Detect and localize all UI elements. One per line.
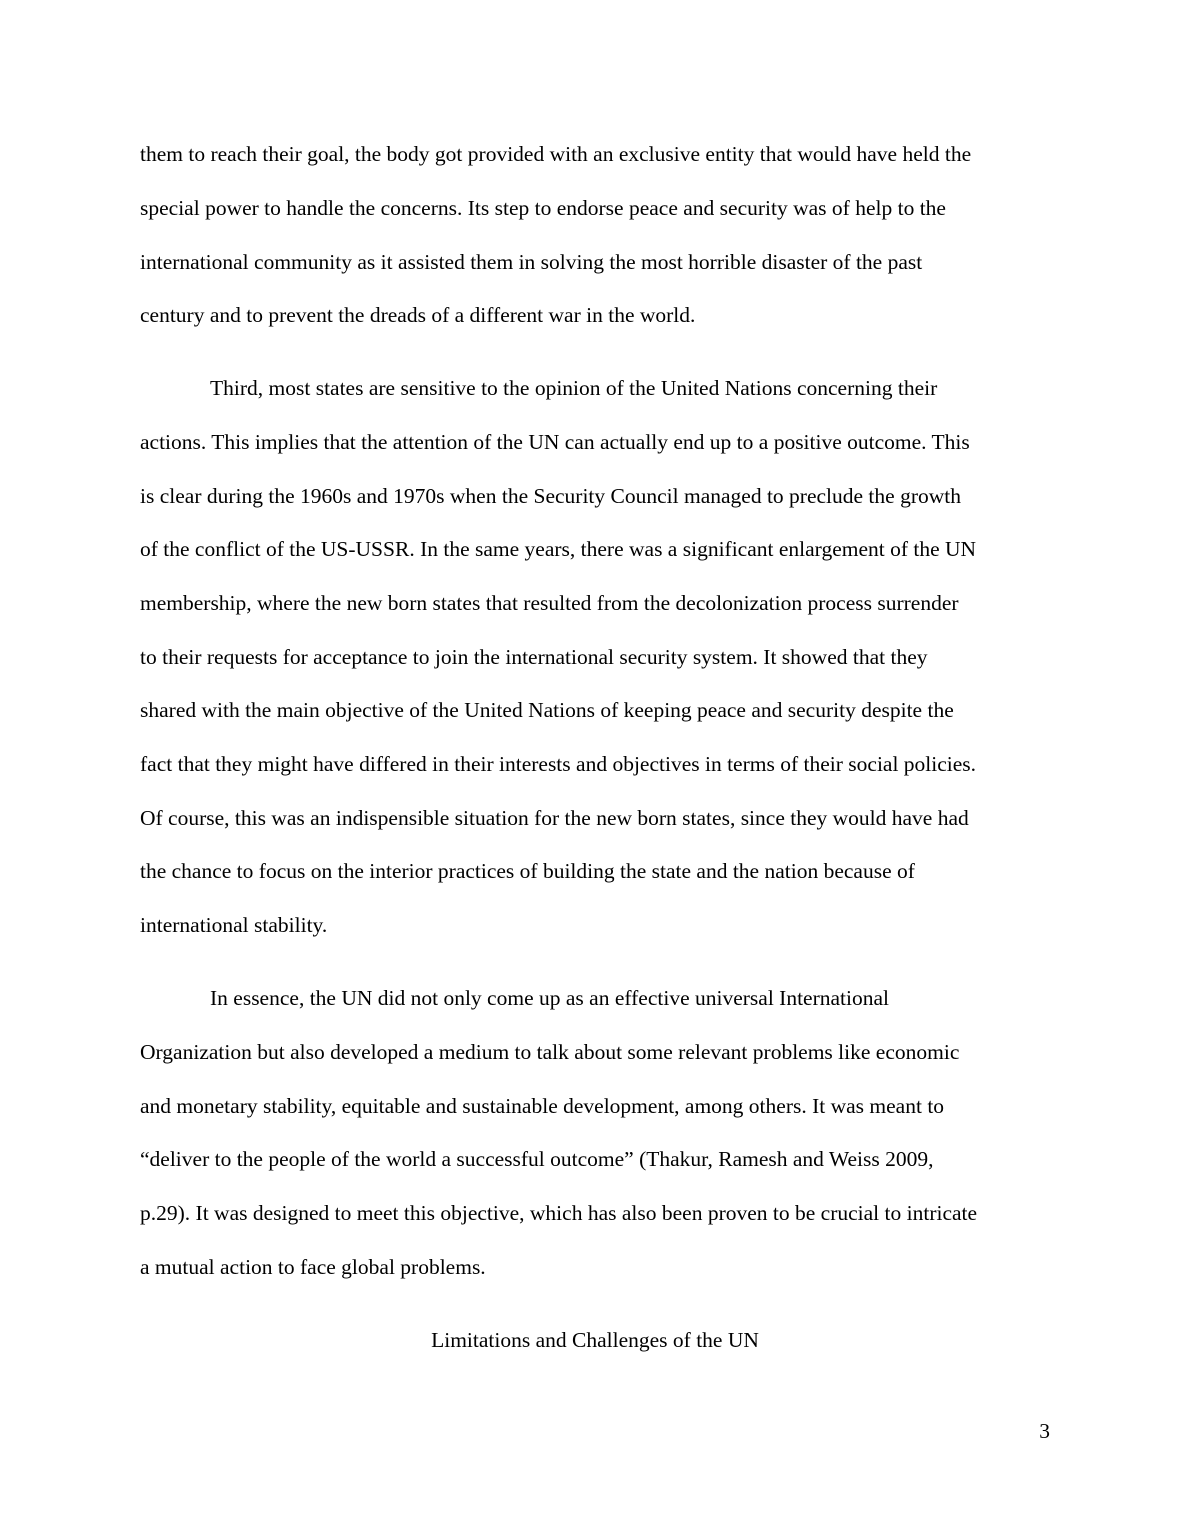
section-heading: Limitations and Challenges of the UN bbox=[431, 1328, 759, 1352]
text-line: and monetary stability, equitable and sustainable development, among others. It was meant to bbox=[140, 1094, 945, 1118]
text-line: Organization but also developed a medium to talk about some relevant problems like economic bbox=[140, 1040, 960, 1064]
text-line: century and to prevent the dreads of a different war in the world. bbox=[140, 303, 696, 327]
text-line: special power to handle the concerns. Its step to endorse peace and security was of help to the bbox=[140, 196, 946, 220]
text-line: Third, most states are sensitive to the opinion of the United Nations concerning their bbox=[210, 376, 938, 400]
text-line: p.29). It was designed to meet this objective, which has also been proven to be crucial to intricate bbox=[140, 1201, 978, 1225]
text-line: international community as it assisted them in solving the most horrible disaster of the past bbox=[140, 250, 923, 274]
text-line: of the conflict of the US-USSR. In the same years, there was a significant enlargement of the UN bbox=[140, 537, 977, 561]
text-line: actions. This implies that the attention of the UN can actually end up to a positive outcome. This bbox=[140, 430, 970, 454]
text-line: In essence, the UN did not only come up as an effective universal International bbox=[210, 986, 890, 1010]
text-line: the chance to focus on the interior practices of building the state and the nation because of bbox=[140, 859, 915, 883]
text-line: is clear during the 1960s and 1970s when the Security Council managed to preclude the growth bbox=[140, 484, 961, 508]
text-line: Of course, this was an indispensible situation for the new born states, since they would have had bbox=[140, 806, 969, 830]
text-line: shared with the main objective of the United Nations of keeping peace and security despite the bbox=[140, 698, 954, 722]
text-line: membership, where the new born states that resulted from the decolonization process surrender bbox=[140, 591, 959, 615]
text-line: “deliver to the people of the world a successful outcome” (Thakur, Ramesh and Weiss 2009, bbox=[140, 1147, 934, 1171]
text-line: a mutual action to face global problems. bbox=[140, 1255, 486, 1279]
text-line: fact that they might have differed in their interests and objectives in terms of their social policies. bbox=[140, 752, 977, 776]
text-line: international stability. bbox=[140, 913, 328, 937]
text-line: to their requests for acceptance to join the international security system. It showed that they bbox=[140, 645, 928, 669]
text-line: them to reach their goal, the body got provided with an exclusive entity that would have held the bbox=[140, 142, 972, 166]
page-number: 3 bbox=[1039, 1419, 1050, 1443]
